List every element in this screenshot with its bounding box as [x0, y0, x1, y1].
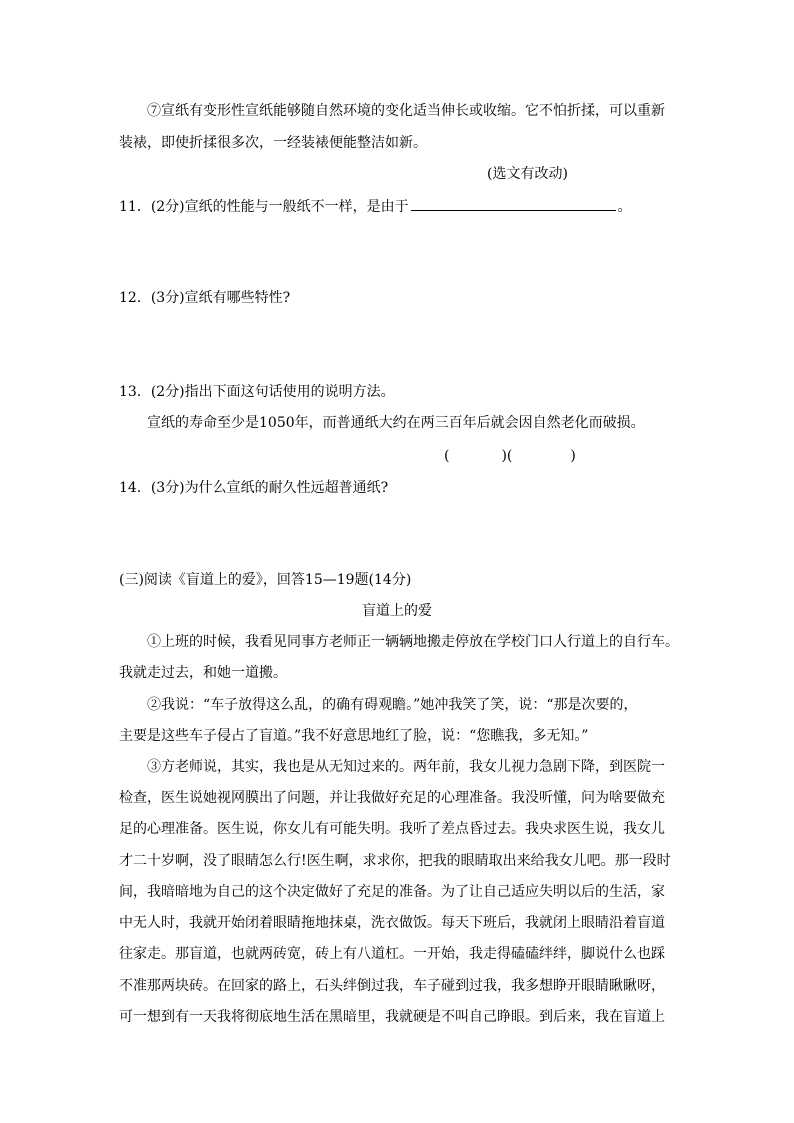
article-line: 足的心理准备。医生说，你女儿有可能失明。我听了差点昏过去。我央求医生说，我女儿: [119, 821, 665, 837]
q11-answer-blank[interactable]: [411, 196, 616, 211]
article-line: 检查，医生说她视网膜出了问题，并让我做好充足的心理准备。我没听懂，问为啥要做充: [119, 790, 665, 806]
article-line: ②我说：“车子放得这么乱，的确有碍观瞻。”她冲我笑了笑，说：“那是次要的，: [147, 697, 638, 713]
paren-open: (: [444, 448, 450, 464]
article-line: 主要是这些车子侵占了盲道。”我不好意思地红了脸，说：“您瞧我，多无知。”: [119, 728, 589, 744]
q13-sentence: 宣纸的寿命至少是1050年，而普通纸大约在两三百年后就会因自然老化而破损。: [147, 415, 645, 431]
para7-line1: ⑦宣纸有变形性宣纸能够随自然环境的变化适当伸长或收缩。它不怕折揉，可以重新: [147, 103, 665, 119]
section3-heading: (三)阅读《盲道上的爱》，回答15—19题(14分): [119, 572, 412, 588]
para7-line2: 装裱，即使折揉很多次，一经装裱便能整洁如新。: [119, 135, 427, 151]
paren-mid: )(: [501, 448, 513, 464]
article-line: ③方老师说，其实，我也是从无知过来的。两年前，我女儿视力急剧下降，到医院一: [147, 759, 665, 775]
article-line: 间，我暗暗地为自己的这个决定做好了充足的准备。为了让自己适应失明以后的生活，家: [119, 884, 665, 900]
article-line: 才二十岁啊，没了眼睛怎么行!医生啊，求求你，把我的眼睛取出来给我女儿吧。那一段时: [119, 853, 671, 869]
article-line: ①上班的时候，我看见同事方老师正一辆辆地搬走停放在学校门口人行道上的自行车。: [147, 634, 679, 650]
question-13: 13．(2分)指出下面这句话使用的说明方法。: [119, 384, 395, 400]
article-line: 我就走过去，和她一道搬。: [119, 665, 287, 681]
source-note: (选文有改动): [487, 166, 568, 182]
q11-text: 11．(2分)宣纸的性能与一般纸不一样，是由于: [119, 199, 409, 215]
question-11: [119, 196, 632, 217]
article-line: 可一想到有一天我将彻底地生活在黑暗里，我就硬是不叫自己睁眼。到后来，我在盲道上: [119, 1009, 665, 1025]
question-14: 14．(3分)为什么宣纸的耐久性远超普通纸?: [119, 480, 389, 496]
question-12: 12．(3分)宣纸有哪些特性?: [119, 290, 291, 306]
paren-close: ): [570, 448, 576, 464]
article-line: 不准那两块砖。在回家的路上，石头绊倒过我，车子碰到过我，我多想睁开眼睛瞅瞅呀，: [119, 978, 665, 994]
q11-suffix: 。: [617, 199, 632, 215]
article-line: 中无人时，我就开始闭着眼睛拖地抹桌，洗衣做饭。每天下班后，我就闭上眼睛沿着盲道: [119, 915, 665, 931]
article-line: 往家走。那盲道，也就两砖宽，砖上有八道杠。一开始，我走得磕磕绊绊，脚说什么也踩: [119, 946, 665, 962]
article-title: 盲道上的爱: [362, 603, 432, 619]
q13-answer-parens[interactable]: [444, 446, 576, 466]
